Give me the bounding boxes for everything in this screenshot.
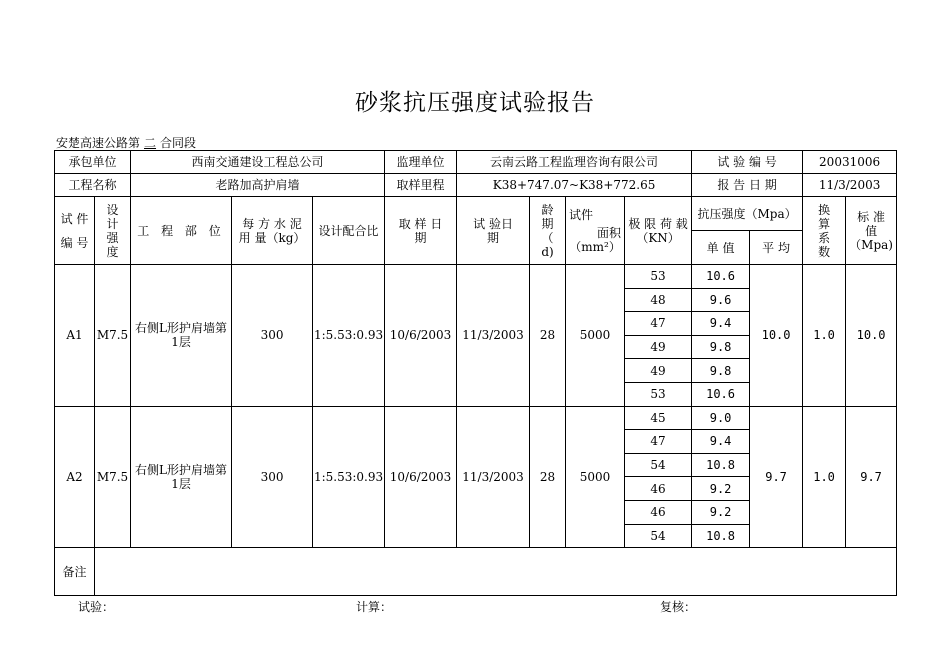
calculator-label: 计算： bbox=[356, 600, 393, 614]
strength-header: 抗压强度（Mpa） bbox=[692, 197, 803, 231]
standard-value: 9.7 bbox=[846, 406, 897, 548]
ultimate-load: 48 bbox=[625, 288, 692, 312]
tester-label: 试验： bbox=[78, 600, 115, 614]
single-strength: 9.8 bbox=[692, 359, 750, 383]
contractor-label: 承包单位 bbox=[55, 151, 131, 174]
single-strength: 9.8 bbox=[692, 335, 750, 359]
ultimate-load: 53 bbox=[625, 265, 692, 289]
specimen-no-header bbox=[55, 197, 95, 265]
single-strength: 9.2 bbox=[692, 500, 750, 524]
single-strength: 9.4 bbox=[692, 430, 750, 454]
standard-header-line1: 标 准 bbox=[857, 209, 885, 224]
location: 右侧L形护肩墙第1层 bbox=[131, 406, 232, 548]
report-date-value: 11/3/2003 bbox=[803, 174, 897, 197]
standard-header-line2: 值 bbox=[865, 223, 878, 238]
mileage-value: K38+747.07~K38+772.65 bbox=[457, 174, 692, 197]
info-row-1 bbox=[55, 151, 897, 174]
area-header-line2: 面积 bbox=[597, 225, 622, 240]
ultimate-load: 54 bbox=[625, 524, 692, 548]
single-strength: 9.6 bbox=[692, 288, 750, 312]
location-header: 工 程 部 位 bbox=[131, 197, 232, 265]
ultimate-load: 45 bbox=[625, 406, 692, 430]
age-header: 龄期（ d) bbox=[530, 197, 566, 265]
specimen-row bbox=[55, 406, 897, 430]
mix-ratio-header: 设计配合比 bbox=[313, 197, 385, 265]
single-strength: 10.6 bbox=[692, 265, 750, 289]
single-strength: 10.6 bbox=[692, 382, 750, 406]
area: 5000 bbox=[566, 406, 625, 548]
contract-section-line bbox=[56, 134, 196, 151]
single-strength: 9.2 bbox=[692, 477, 750, 501]
remarks-label: 备注 bbox=[55, 548, 95, 596]
age: 28 bbox=[530, 406, 566, 548]
standard-header-line3: （Mpa) bbox=[849, 237, 893, 252]
test-date: 11/3/2003 bbox=[457, 406, 530, 548]
cement-amount: 300 bbox=[232, 265, 313, 407]
cement-header-line1: 每 方 水 泥 bbox=[242, 216, 302, 231]
conversion-factor: 1.0 bbox=[803, 265, 846, 407]
ultimate-load: 54 bbox=[625, 453, 692, 477]
supervisor-label: 监理单位 bbox=[385, 151, 457, 174]
project-label: 工程名称 bbox=[55, 174, 131, 197]
ultimate-load: 46 bbox=[625, 500, 692, 524]
project-value: 老路加高护肩墙 bbox=[131, 174, 385, 197]
ultimate-load: 53 bbox=[625, 382, 692, 406]
remarks-row bbox=[55, 548, 897, 596]
specimen-id: A2 bbox=[55, 406, 95, 548]
single-strength: 10.8 bbox=[692, 453, 750, 477]
mix-ratio: 1:5.53:0.93 bbox=[313, 265, 385, 407]
specimen-no-header-line1: 试 件 bbox=[60, 211, 89, 226]
design-strength-header: 设计强度 bbox=[95, 197, 131, 265]
single-strength: 10.8 bbox=[692, 524, 750, 548]
ultimate-load: 49 bbox=[625, 335, 692, 359]
sampling-date: 10/6/2003 bbox=[385, 265, 457, 407]
test-date: 11/3/2003 bbox=[457, 265, 530, 407]
cement-header-line2: 用 量（kg） bbox=[238, 230, 306, 245]
specimen-id: A1 bbox=[55, 265, 95, 407]
cement-header bbox=[232, 197, 313, 265]
cement-amount: 300 bbox=[232, 406, 313, 548]
sampling-date: 10/6/2003 bbox=[385, 406, 457, 548]
conversion-factor: 1.0 bbox=[803, 406, 846, 548]
ultimate-load: 49 bbox=[625, 359, 692, 383]
contractor-value: 西南交通建设工程总公司 bbox=[131, 151, 385, 174]
area-header-line1: 试件 bbox=[569, 207, 594, 222]
reviewer-label: 复核： bbox=[660, 600, 697, 614]
sampling-date-header: 取 样 日 期 bbox=[385, 197, 457, 265]
average-strength: 9.7 bbox=[750, 406, 803, 548]
ultimate-load: 47 bbox=[625, 312, 692, 336]
single-strength: 9.4 bbox=[692, 312, 750, 336]
single-value-header: 单 值 bbox=[692, 231, 750, 265]
area: 5000 bbox=[566, 265, 625, 407]
ultimate-load: 46 bbox=[625, 477, 692, 501]
mileage-label: 取样里程 bbox=[385, 174, 457, 197]
header-row-1 bbox=[55, 197, 897, 231]
average-strength: 10.0 bbox=[750, 265, 803, 407]
test-no-value: 20031006 bbox=[803, 151, 897, 174]
supervisor-value: 云南云路工程监理咨询有限公司 bbox=[457, 151, 692, 174]
specimen-no-header-line2: 编 号 bbox=[60, 235, 89, 250]
standard-value: 10.0 bbox=[846, 265, 897, 407]
area-header bbox=[566, 197, 625, 265]
standard-header bbox=[846, 197, 897, 265]
report-title: 砂浆抗压强度试验报告 bbox=[355, 90, 595, 116]
ultimate-load: 47 bbox=[625, 430, 692, 454]
load-header: 极 限 荷 载（KN） bbox=[625, 197, 692, 265]
location: 右侧L形护肩墙第1层 bbox=[131, 265, 232, 407]
report-table bbox=[54, 150, 897, 596]
strength-grade: M7.5 bbox=[95, 265, 131, 407]
strength-grade: M7.5 bbox=[95, 406, 131, 548]
factor-header: 换 算 系 数 bbox=[803, 197, 846, 265]
age: 28 bbox=[530, 265, 566, 407]
single-strength: 9.0 bbox=[692, 406, 750, 430]
specimen-row bbox=[55, 265, 897, 289]
contract-suffix: 合同段 bbox=[160, 136, 197, 150]
report-date-label: 报 告 日 期 bbox=[692, 174, 803, 197]
test-no-label: 试 验 编 号 bbox=[692, 151, 803, 174]
info-row-2 bbox=[55, 174, 897, 197]
mix-ratio: 1:5.53:0.93 bbox=[313, 406, 385, 548]
remarks-value bbox=[95, 548, 897, 596]
test-date-header: 试 验日 期 bbox=[457, 197, 530, 265]
average-header: 平 均 bbox=[750, 231, 803, 265]
contract-prefix: 安楚高速公路第 bbox=[56, 136, 141, 150]
area-header-line3: （mm²） bbox=[569, 239, 621, 254]
contract-number: 二 bbox=[144, 136, 157, 150]
